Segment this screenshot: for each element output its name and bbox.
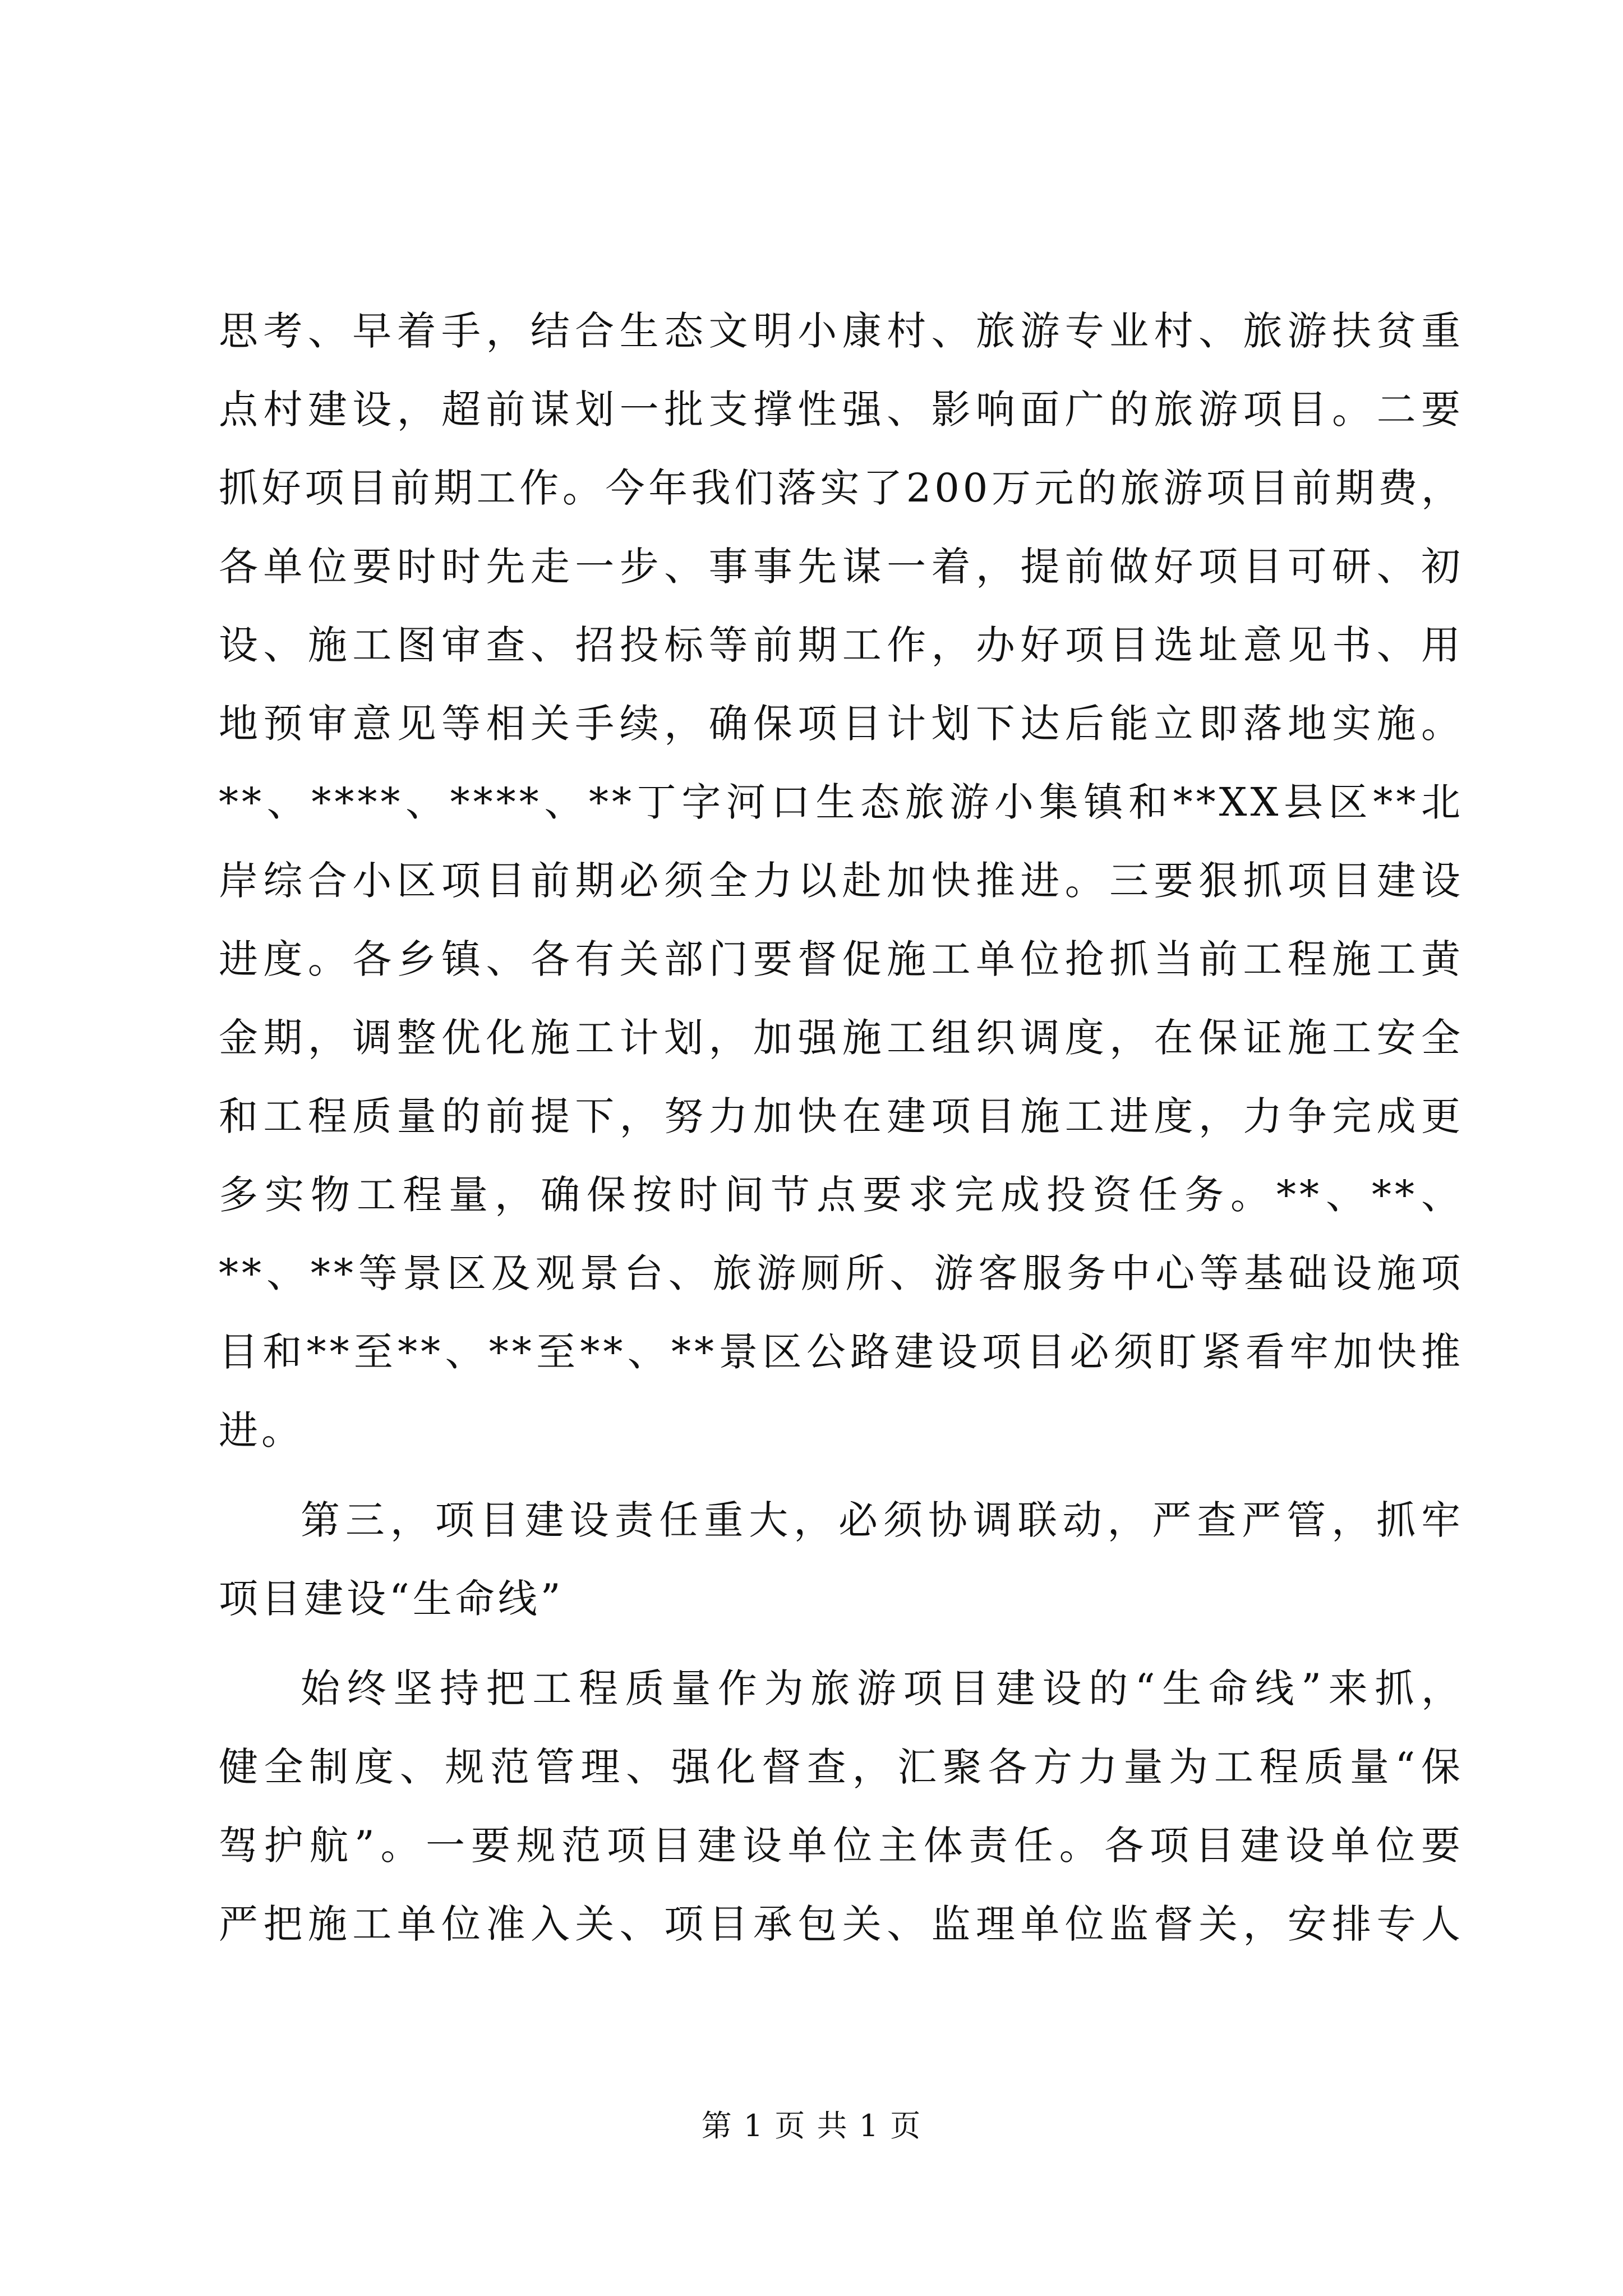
text-line: 各单位要时时先走一步、事事先谋一着，提前做好项目可研、初 xyxy=(219,544,1464,590)
page-footer: 第 1 页 共 1 页 xyxy=(701,2108,922,2143)
text-line: 设、施工图审查、招投标等前期工作，办好项目选址意见书、用 xyxy=(219,622,1464,668)
text-line: 抓好项目前期工作。今年我们落实了200万元的旅游项目前期费， xyxy=(219,465,1464,511)
text-line: 健全制度、规范管理、强化督查，汇聚各方力量为工程质量“保 xyxy=(219,1744,1464,1790)
section-heading-line: 第三，项目建设责任重大，必须协调联动，严查严管，抓牢 xyxy=(301,1497,1464,1543)
text-line: **、**等景区及观景台、旅游厕所、游客服务中心等基础设施项 xyxy=(219,1250,1464,1296)
text-line: 进。 xyxy=(219,1407,304,1453)
text-line: 思考、早着手，结合生态文明小康村、旅游专业村、旅游扶贫重 xyxy=(219,308,1464,354)
text-line: 进度。各乡镇、各有关部门要督促施工单位抢抓当前工程施工黄 xyxy=(219,936,1464,982)
text-line: 目和**至**、**至**、**景区公路建设项目必须盯紧看牢加快推 xyxy=(219,1329,1464,1375)
text-line: 岸综合小区项目前期必须全力以赴加快推进。三要狠抓项目建设 xyxy=(219,858,1464,904)
text-line: 严把施工单位准入关、项目承包关、监理单位监督关，安排专人 xyxy=(219,1901,1464,1947)
text-line: 地预审意见等相关手续，确保项目计划下达后能立即落地实施。 xyxy=(219,701,1464,747)
text-line: 多实物工程量，确保按时间节点要求完成投资任务。**、**、 xyxy=(219,1172,1464,1218)
text-line: 始终坚持把工程质量作为旅游项目建设的“生命线”来抓， xyxy=(301,1665,1464,1711)
text-line: 点村建设，超前谋划一批支撑性强、影响面广的旅游项目。二要 xyxy=(219,386,1464,432)
text-line: 驾护航”。一要规范项目建设单位主体责任。各项目建设单位要 xyxy=(219,1823,1464,1869)
text-line: **、****、****、**丁字河口生态旅游小集镇和**XX县区**北 xyxy=(219,779,1464,825)
text-line: 和工程质量的前提下，努力加快在建项目施工进度，力争完成更 xyxy=(219,1093,1464,1139)
text-line: 金期，调整优化施工计划，加强施工组织调度，在保证施工安全 xyxy=(219,1015,1464,1061)
section-heading-line: 项目建设“生命线” xyxy=(219,1576,564,1622)
